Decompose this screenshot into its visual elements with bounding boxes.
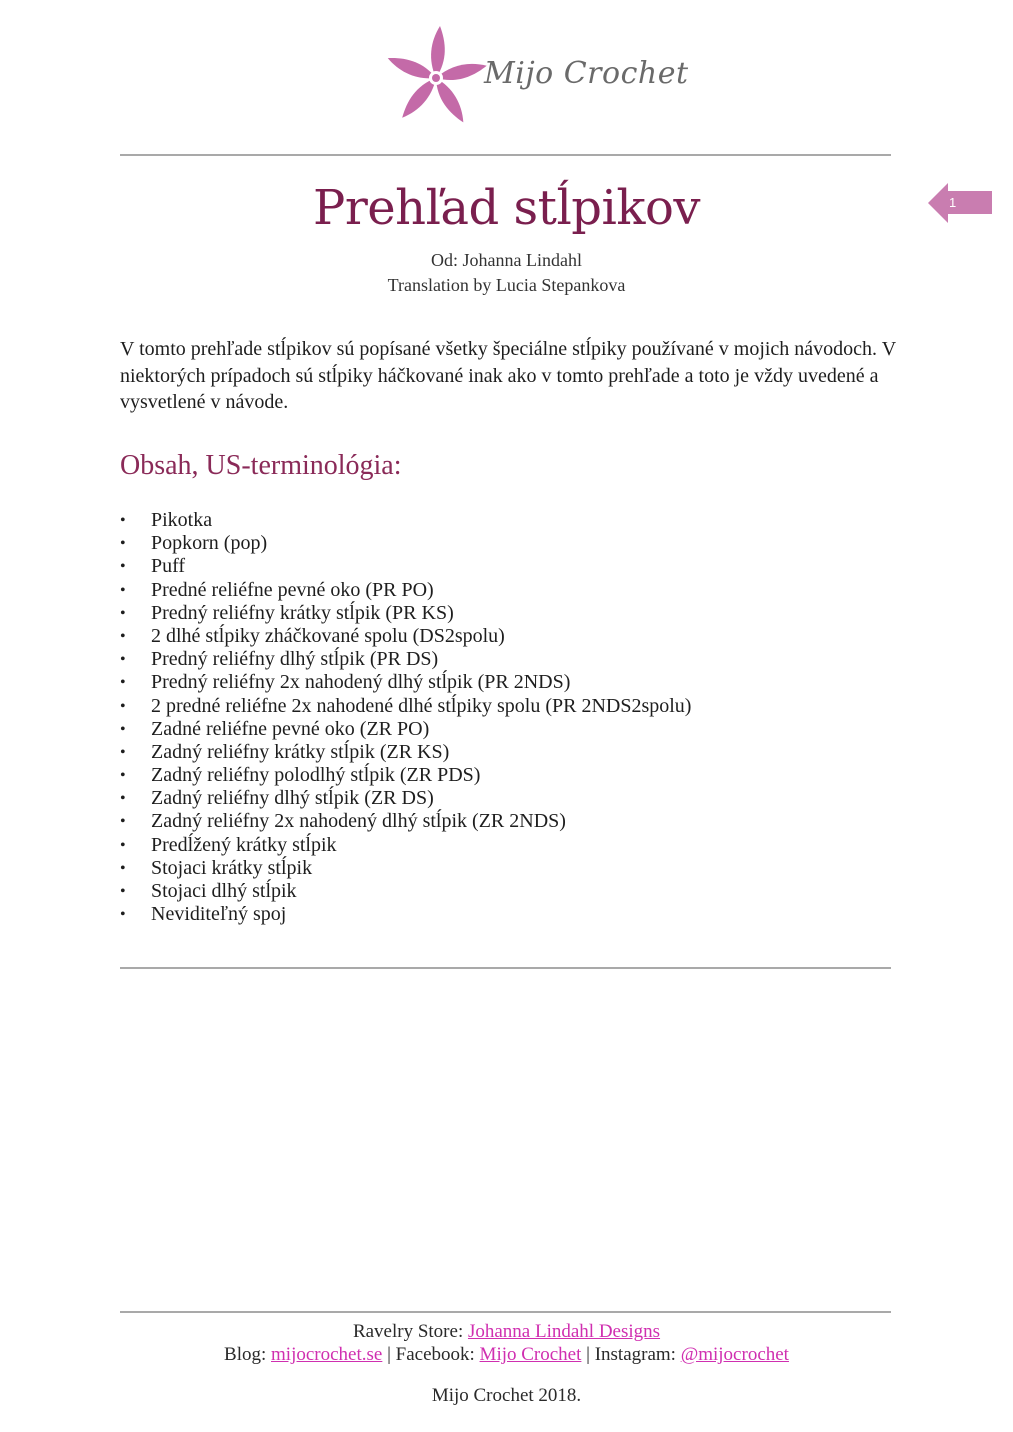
bullet-icon: • [120, 535, 126, 553]
list-item-label: Popkorn (pop) [151, 532, 268, 555]
author-line: Od: Johanna Lindahl [431, 250, 582, 270]
contents-list [120, 509, 691, 926]
list-item-label: Predný reliéfny dlhý stĺpik (PR DS) [151, 648, 439, 671]
list-item [120, 648, 691, 671]
bullet-icon: • [120, 604, 126, 622]
list-item-label: Pikotka [151, 509, 213, 531]
list-item-label: Zadný reliéfny krátky stĺpik (ZR KS) [151, 740, 450, 763]
bullet-icon: • [120, 859, 126, 877]
list-item-label: Predné reliéfne pevné oko (PR PO) [151, 578, 434, 601]
translation-credit: Translation by Lucia Stepankova [387, 275, 626, 295]
list-item [120, 532, 691, 555]
bullet-icon: • [120, 512, 126, 529]
list-item [120, 880, 691, 903]
bullet-icon: • [120, 767, 126, 785]
bullet-icon: • [120, 651, 126, 669]
flower-icon [384, 20, 494, 138]
bullet-icon: • [120, 581, 126, 599]
bullet-icon: • [120, 674, 126, 692]
footer-divider [120, 1311, 891, 1313]
list-item-label: Zadný reliéfny dlhý stĺpik (ZR DS) [151, 787, 434, 810]
store-label: Ravelry Store: [352, 1321, 468, 1342]
header-divider [120, 154, 891, 156]
list-item-label: Stojaci krátky stĺpik [151, 856, 313, 879]
list-item [120, 903, 691, 926]
footer-store-line [0, 1321, 1013, 1343]
list-item [120, 555, 691, 578]
list-item [120, 764, 691, 787]
bullet-icon: • [120, 790, 126, 808]
list-item [120, 718, 691, 741]
list-item [120, 787, 691, 810]
mijo-crochet-logo [384, 20, 689, 140]
intro-paragraph: V tomto prehľade stĺpikov sú popísané všetky špeciálne stĺpiky používané v mojich návodoch. V niektorých prípadoch sú stĺpiky háčkované inak ako v tomto prehľade a toto je vždy uvedené a vysvetlené v návode. [120, 338, 896, 413]
blog-link[interactable]: mijocrochet.se [271, 1344, 383, 1365]
contents-heading: Obsah, US-terminológia: [120, 450, 402, 481]
list-item [120, 741, 691, 764]
facebook-link[interactable]: Mijo Crochet [479, 1344, 582, 1365]
ravelry-store-link[interactable]: Johanna Lindahl Designs [467, 1321, 661, 1342]
list-item [120, 834, 691, 857]
list-item [120, 602, 691, 625]
bullet-icon: • [120, 627, 126, 645]
bullet-icon: • [120, 720, 126, 738]
blog-label: Blog: [224, 1344, 272, 1365]
list-item [120, 625, 691, 648]
list-item-label: Puff [151, 555, 186, 578]
list-item-label: Neviditeľný spoj [151, 903, 287, 926]
copyright: Mijo Crochet 2018. [431, 1385, 582, 1406]
list-item-label: Zadný reliéfny 2x nahodený dlhý stĺpik (ZR 2NDS) [151, 810, 566, 833]
logo-text: Mijo Crochet [484, 56, 689, 91]
bullet-icon: • [120, 906, 126, 924]
bullet-icon: • [120, 813, 126, 831]
list-item [120, 579, 691, 602]
list-item-label: Stojaci dlhý stĺpik [151, 880, 297, 902]
list-item [120, 695, 691, 718]
instagram-link[interactable]: @mijocrochet [680, 1344, 789, 1365]
list-item-label: Predný reliéfny 2x nahodený dlhý stĺpik (PR 2NDS) [151, 671, 571, 694]
instagram-label: | Instagram: [581, 1344, 681, 1365]
list-item-label: Predĺžený krátky stĺpik [151, 833, 337, 856]
list-item [120, 671, 691, 694]
bullet-icon: • [120, 697, 126, 715]
list-item-label: Predný reliéfny krátky stĺpik (PR KS) [151, 601, 454, 624]
bullet-icon: • [120, 743, 126, 761]
list-item-label: Zadné reliéfne pevné oko (ZR PO) [151, 717, 430, 740]
list-item-label: 2 predné reliéfne 2x nahodené dlhé stĺpiky spolu (PR 2NDS2spolu) [151, 694, 692, 717]
content-divider [120, 967, 891, 969]
list-item-label: 2 dlhé stĺpiky zháčkované spolu (DS2spolu) [151, 624, 505, 647]
list-item [120, 857, 691, 880]
bullet-icon: • [120, 883, 126, 900]
bullet-icon: • [120, 836, 126, 854]
page-number: 1 [949, 195, 957, 210]
footer-social-line [0, 1344, 1013, 1366]
facebook-label: | Facebook: [382, 1344, 480, 1365]
bullet-icon: • [120, 558, 126, 576]
list-item-label: Zadný reliéfny polodlhý stĺpik (ZR PDS) [151, 764, 481, 787]
list-item [120, 509, 691, 532]
list-item [120, 810, 691, 833]
document-title: Prehľad stĺpikov [313, 180, 700, 236]
